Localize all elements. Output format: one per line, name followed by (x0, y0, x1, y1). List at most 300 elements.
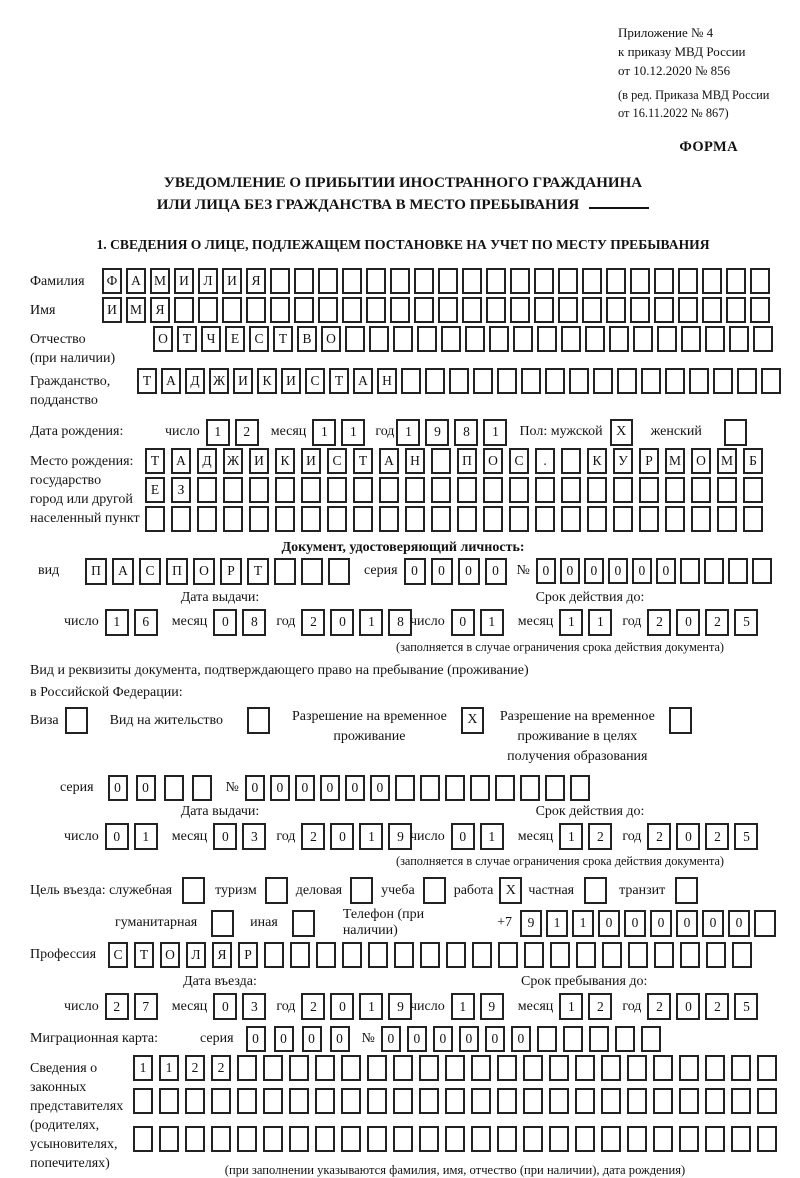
char-cell[interactable] (367, 1055, 387, 1081)
char-cell[interactable] (535, 506, 555, 532)
char-cell[interactable]: 0 (381, 1026, 401, 1052)
char-cell[interactable] (537, 326, 557, 352)
char-cell[interactable] (159, 1088, 179, 1114)
char-cell[interactable]: 2 (647, 993, 671, 1020)
char-cell[interactable]: 0 (295, 775, 315, 801)
char-cell[interactable] (393, 1055, 413, 1081)
char-cell[interactable] (318, 268, 338, 294)
char-cell[interactable] (498, 942, 518, 968)
char-cell[interactable] (145, 506, 165, 532)
char-cell[interactable]: 0 (451, 823, 475, 850)
char-cell[interactable]: 0 (676, 823, 700, 850)
char-cell[interactable]: 5 (734, 609, 758, 636)
char-cell[interactable] (462, 268, 482, 294)
char-cell[interactable]: И (281, 368, 301, 394)
char-cell[interactable] (691, 477, 711, 503)
char-cell[interactable]: Т (145, 448, 165, 474)
char-cell[interactable]: Р (639, 448, 659, 474)
char-cell[interactable] (327, 506, 347, 532)
char-cell[interactable]: 1 (559, 993, 583, 1020)
char-cell[interactable]: 0 (650, 910, 672, 937)
char-cell[interactable] (737, 368, 757, 394)
char-cell[interactable]: 2 (301, 609, 325, 636)
char-cell[interactable] (520, 775, 540, 801)
char-cell[interactable]: М (717, 448, 737, 474)
char-cell[interactable] (534, 268, 554, 294)
char-cell[interactable]: Р (220, 558, 242, 585)
char-cell[interactable]: Д (185, 368, 205, 394)
char-cell[interactable] (509, 477, 529, 503)
char-cell[interactable] (497, 1088, 517, 1114)
char-cell[interactable] (318, 297, 338, 323)
char-cell[interactable] (582, 268, 602, 294)
char-cell[interactable]: 9 (480, 993, 504, 1020)
char-cell[interactable] (545, 368, 565, 394)
char-cell[interactable] (483, 477, 503, 503)
char-cell[interactable] (185, 1088, 205, 1114)
char-cell[interactable] (465, 326, 485, 352)
char-cell[interactable] (197, 477, 217, 503)
char-cell[interactable]: Б (743, 448, 763, 474)
purpose-tourism-checkbox[interactable] (265, 877, 288, 904)
char-cell[interactable]: 0 (624, 910, 646, 937)
char-cell[interactable] (174, 297, 194, 323)
char-cell[interactable]: 0 (632, 558, 652, 584)
char-cell[interactable]: 0 (270, 775, 290, 801)
char-cell[interactable]: 1 (588, 609, 612, 636)
char-cell[interactable]: 0 (485, 1026, 505, 1052)
char-cell[interactable]: З (171, 477, 191, 503)
char-cell[interactable]: А (379, 448, 399, 474)
char-cell[interactable]: 1 (359, 993, 383, 1020)
char-cell[interactable] (457, 506, 477, 532)
char-cell[interactable] (513, 326, 533, 352)
char-cell[interactable]: 0 (458, 558, 480, 585)
char-cell[interactable]: Т (177, 326, 197, 352)
char-cell[interactable] (627, 1088, 647, 1114)
char-cell[interactable] (549, 1088, 569, 1114)
char-cell[interactable] (133, 1088, 153, 1114)
char-cell[interactable] (270, 268, 290, 294)
char-cell[interactable] (691, 506, 711, 532)
char-cell[interactable] (627, 1055, 647, 1081)
char-cell[interactable]: Е (145, 477, 165, 503)
char-cell[interactable] (263, 1055, 283, 1081)
char-cell[interactable]: 0 (584, 558, 604, 584)
char-cell[interactable] (575, 1055, 595, 1081)
char-cell[interactable]: 0 (108, 775, 128, 801)
char-cell[interactable]: И (301, 448, 321, 474)
char-cell[interactable] (237, 1088, 257, 1114)
char-cell[interactable]: Ж (209, 368, 229, 394)
char-cell[interactable]: 1 (572, 910, 594, 937)
char-cell[interactable] (561, 326, 581, 352)
char-cell[interactable]: 0 (213, 993, 237, 1020)
char-cell[interactable] (445, 1088, 465, 1114)
char-cell[interactable] (457, 477, 477, 503)
char-cell[interactable]: 1 (206, 419, 230, 446)
char-cell[interactable] (743, 506, 763, 532)
char-cell[interactable] (263, 1088, 283, 1114)
char-cell[interactable] (393, 1088, 413, 1114)
char-cell[interactable]: 0 (330, 823, 354, 850)
char-cell[interactable] (345, 326, 365, 352)
char-cell[interactable]: О (153, 326, 173, 352)
char-cell[interactable] (615, 1026, 635, 1052)
char-cell[interactable]: 0 (274, 1026, 294, 1052)
char-cell[interactable]: С (509, 448, 529, 474)
char-cell[interactable] (641, 1026, 661, 1052)
char-cell[interactable] (602, 942, 622, 968)
char-cell[interactable] (445, 1126, 465, 1152)
char-cell[interactable] (419, 1126, 439, 1152)
char-cell[interactable] (750, 268, 770, 294)
char-cell[interactable] (678, 268, 698, 294)
char-cell[interactable]: 0 (536, 558, 556, 584)
char-cell[interactable]: 0 (105, 823, 129, 850)
char-cell[interactable] (549, 1126, 569, 1152)
char-cell[interactable] (613, 477, 633, 503)
char-cell[interactable]: 0 (302, 1026, 322, 1052)
char-cell[interactable] (601, 1126, 621, 1152)
char-cell[interactable]: 0 (459, 1026, 479, 1052)
char-cell[interactable] (705, 326, 725, 352)
char-cell[interactable] (726, 268, 746, 294)
char-cell[interactable] (593, 368, 613, 394)
char-cell[interactable] (211, 1088, 231, 1114)
char-cell[interactable] (705, 1055, 725, 1081)
char-cell[interactable]: И (174, 268, 194, 294)
char-cell[interactable]: П (166, 558, 188, 585)
char-cell[interactable]: И (222, 268, 242, 294)
purpose-work-checkbox[interactable]: X (499, 877, 522, 904)
char-cell[interactable] (717, 506, 737, 532)
char-cell[interactable] (438, 268, 458, 294)
char-cell[interactable] (441, 326, 461, 352)
char-cell[interactable]: 1 (341, 419, 365, 446)
char-cell[interactable]: . (535, 448, 555, 474)
char-cell[interactable]: Т (353, 448, 373, 474)
char-cell[interactable]: 2 (301, 823, 325, 850)
char-cell[interactable] (680, 558, 700, 584)
char-cell[interactable]: 1 (105, 609, 129, 636)
char-cell[interactable] (473, 368, 493, 394)
char-cell[interactable]: 1 (159, 1055, 179, 1081)
char-cell[interactable]: Ж (223, 448, 243, 474)
char-cell[interactable] (731, 1055, 751, 1081)
char-cell[interactable] (582, 297, 602, 323)
char-cell[interactable]: 0 (728, 910, 750, 937)
char-cell[interactable]: 1 (483, 419, 507, 446)
char-cell[interactable]: 1 (559, 823, 583, 850)
char-cell[interactable]: 7 (134, 993, 158, 1020)
char-cell[interactable] (164, 775, 184, 801)
char-cell[interactable]: 0 (560, 558, 580, 584)
char-cell[interactable] (585, 326, 605, 352)
char-cell[interactable]: Л (198, 268, 218, 294)
char-cell[interactable]: 0 (330, 609, 354, 636)
char-cell[interactable] (275, 477, 295, 503)
char-cell[interactable]: 1 (559, 609, 583, 636)
char-cell[interactable] (561, 448, 581, 474)
char-cell[interactable] (401, 368, 421, 394)
char-cell[interactable]: 6 (134, 609, 158, 636)
char-cell[interactable] (704, 558, 724, 584)
char-cell[interactable]: И (249, 448, 269, 474)
purpose-humanitarian-checkbox[interactable] (211, 910, 234, 937)
char-cell[interactable] (353, 477, 373, 503)
char-cell[interactable]: Т (329, 368, 349, 394)
char-cell[interactable]: 0 (676, 910, 698, 937)
char-cell[interactable] (393, 1126, 413, 1152)
char-cell[interactable] (366, 268, 386, 294)
char-cell[interactable]: А (353, 368, 373, 394)
purpose-business-checkbox[interactable] (350, 877, 373, 904)
char-cell[interactable] (665, 477, 685, 503)
char-cell[interactable] (393, 326, 413, 352)
char-cell[interactable] (537, 1026, 557, 1052)
char-cell[interactable]: 2 (301, 993, 325, 1020)
temp-residence-edu-checkbox[interactable] (669, 707, 692, 734)
char-cell[interactable]: К (587, 448, 607, 474)
char-cell[interactable] (185, 1126, 205, 1152)
char-cell[interactable] (470, 775, 490, 801)
char-cell[interactable] (728, 558, 748, 584)
char-cell[interactable]: Ч (201, 326, 221, 352)
char-cell[interactable] (274, 558, 296, 585)
char-cell[interactable]: И (102, 297, 122, 323)
char-cell[interactable] (390, 297, 410, 323)
char-cell[interactable]: 2 (235, 419, 259, 446)
char-cell[interactable] (342, 268, 362, 294)
char-cell[interactable]: М (665, 448, 685, 474)
char-cell[interactable] (497, 1126, 517, 1152)
char-cell[interactable]: 0 (676, 609, 700, 636)
char-cell[interactable] (489, 326, 509, 352)
char-cell[interactable]: О (691, 448, 711, 474)
char-cell[interactable]: 0 (485, 558, 507, 585)
visa-checkbox[interactable] (65, 707, 88, 734)
char-cell[interactable]: 0 (598, 910, 620, 937)
char-cell[interactable] (679, 1088, 699, 1114)
char-cell[interactable] (510, 297, 530, 323)
char-cell[interactable]: 2 (211, 1055, 231, 1081)
char-cell[interactable]: Т (273, 326, 293, 352)
char-cell[interactable] (731, 1126, 751, 1152)
char-cell[interactable] (713, 368, 733, 394)
char-cell[interactable]: К (257, 368, 277, 394)
char-cell[interactable] (705, 1126, 725, 1152)
char-cell[interactable] (290, 942, 310, 968)
char-cell[interactable] (706, 942, 726, 968)
char-cell[interactable]: Т (134, 942, 154, 968)
char-cell[interactable]: 0 (676, 993, 700, 1020)
char-cell[interactable] (315, 1126, 335, 1152)
char-cell[interactable]: 0 (407, 1026, 427, 1052)
char-cell[interactable] (445, 775, 465, 801)
char-cell[interactable]: 0 (213, 823, 237, 850)
char-cell[interactable] (495, 775, 515, 801)
char-cell[interactable] (431, 506, 451, 532)
char-cell[interactable]: 1 (134, 823, 158, 850)
char-cell[interactable] (342, 297, 362, 323)
char-cell[interactable] (246, 297, 266, 323)
char-cell[interactable]: Т (137, 368, 157, 394)
char-cell[interactable]: Н (405, 448, 425, 474)
char-cell[interactable] (653, 1126, 673, 1152)
char-cell[interactable]: 1 (359, 609, 383, 636)
char-cell[interactable] (639, 506, 659, 532)
char-cell[interactable]: 8 (454, 419, 478, 446)
char-cell[interactable]: С (108, 942, 128, 968)
char-cell[interactable] (405, 477, 425, 503)
char-cell[interactable]: И (233, 368, 253, 394)
char-cell[interactable]: 2 (705, 823, 729, 850)
char-cell[interactable]: 2 (705, 609, 729, 636)
char-cell[interactable] (315, 1055, 335, 1081)
char-cell[interactable]: У (613, 448, 633, 474)
char-cell[interactable] (743, 477, 763, 503)
char-cell[interactable] (341, 1055, 361, 1081)
char-cell[interactable] (679, 1055, 699, 1081)
char-cell[interactable]: 0 (213, 609, 237, 636)
char-cell[interactable] (657, 326, 677, 352)
char-cell[interactable]: Н (377, 368, 397, 394)
char-cell[interactable] (369, 326, 389, 352)
char-cell[interactable]: М (126, 297, 146, 323)
char-cell[interactable] (558, 268, 578, 294)
char-cell[interactable] (315, 1088, 335, 1114)
char-cell[interactable]: С (327, 448, 347, 474)
char-cell[interactable]: Я (150, 297, 170, 323)
char-cell[interactable] (509, 506, 529, 532)
char-cell[interactable]: 0 (136, 775, 156, 801)
char-cell[interactable] (270, 297, 290, 323)
char-cell[interactable] (757, 1088, 777, 1114)
char-cell[interactable] (449, 368, 469, 394)
purpose-private-checkbox[interactable] (584, 877, 607, 904)
char-cell[interactable] (327, 477, 347, 503)
char-cell[interactable] (563, 1026, 583, 1052)
char-cell[interactable] (395, 775, 415, 801)
char-cell[interactable] (445, 1055, 465, 1081)
char-cell[interactable] (549, 1055, 569, 1081)
char-cell[interactable] (609, 326, 629, 352)
char-cell[interactable]: 9 (388, 823, 412, 850)
char-cell[interactable]: Л (186, 942, 206, 968)
char-cell[interactable] (171, 506, 191, 532)
char-cell[interactable] (275, 506, 295, 532)
char-cell[interactable] (342, 942, 362, 968)
char-cell[interactable] (405, 506, 425, 532)
char-cell[interactable] (301, 558, 323, 585)
char-cell[interactable] (471, 1088, 491, 1114)
char-cell[interactable] (431, 448, 451, 474)
char-cell[interactable] (328, 558, 350, 585)
char-cell[interactable]: Е (225, 326, 245, 352)
char-cell[interactable] (497, 1055, 517, 1081)
sex-female-checkbox[interactable] (724, 419, 747, 446)
char-cell[interactable] (289, 1055, 309, 1081)
char-cell[interactable]: 0 (433, 1026, 453, 1052)
char-cell[interactable] (575, 1088, 595, 1114)
char-cell[interactable] (379, 506, 399, 532)
char-cell[interactable] (641, 368, 661, 394)
char-cell[interactable]: Ф (102, 268, 122, 294)
char-cell[interactable]: 1 (396, 419, 420, 446)
char-cell[interactable]: 0 (431, 558, 453, 585)
char-cell[interactable] (729, 326, 749, 352)
char-cell[interactable] (653, 1088, 673, 1114)
char-cell[interactable]: 1 (451, 993, 475, 1020)
char-cell[interactable]: 9 (520, 910, 542, 937)
char-cell[interactable]: 0 (320, 775, 340, 801)
char-cell[interactable] (702, 268, 722, 294)
char-cell[interactable] (263, 1126, 283, 1152)
char-cell[interactable]: 0 (404, 558, 426, 585)
char-cell[interactable]: 0 (245, 775, 265, 801)
purpose-official-checkbox[interactable] (182, 877, 205, 904)
char-cell[interactable] (523, 1088, 543, 1114)
char-cell[interactable] (726, 297, 746, 323)
char-cell[interactable] (223, 506, 243, 532)
char-cell[interactable] (633, 326, 653, 352)
char-cell[interactable] (211, 1126, 231, 1152)
char-cell[interactable] (654, 268, 674, 294)
char-cell[interactable] (628, 942, 648, 968)
char-cell[interactable]: 2 (185, 1055, 205, 1081)
char-cell[interactable]: Д (197, 448, 217, 474)
char-cell[interactable]: П (457, 448, 477, 474)
char-cell[interactable] (419, 1055, 439, 1081)
char-cell[interactable] (561, 506, 581, 532)
char-cell[interactable] (223, 477, 243, 503)
char-cell[interactable] (192, 775, 212, 801)
char-cell[interactable] (630, 268, 650, 294)
char-cell[interactable] (545, 775, 565, 801)
char-cell[interactable] (446, 942, 466, 968)
char-cell[interactable] (732, 942, 752, 968)
char-cell[interactable] (630, 297, 650, 323)
char-cell[interactable] (731, 1088, 751, 1114)
char-cell[interactable]: Т (247, 558, 269, 585)
char-cell[interactable] (639, 477, 659, 503)
char-cell[interactable]: 0 (246, 1026, 266, 1052)
char-cell[interactable] (523, 1055, 543, 1081)
char-cell[interactable] (316, 942, 336, 968)
char-cell[interactable] (133, 1126, 153, 1152)
char-cell[interactable] (368, 942, 388, 968)
char-cell[interactable] (301, 506, 321, 532)
char-cell[interactable]: А (126, 268, 146, 294)
char-cell[interactable] (680, 942, 700, 968)
char-cell[interactable] (294, 297, 314, 323)
purpose-study-checkbox[interactable] (423, 877, 446, 904)
char-cell[interactable]: 1 (359, 823, 383, 850)
char-cell[interactable] (438, 297, 458, 323)
char-cell[interactable]: 2 (647, 609, 671, 636)
char-cell[interactable] (462, 297, 482, 323)
char-cell[interactable]: 2 (647, 823, 671, 850)
char-cell[interactable] (754, 910, 776, 937)
char-cell[interactable] (534, 297, 554, 323)
char-cell[interactable]: 5 (734, 823, 758, 850)
char-cell[interactable]: 0 (330, 993, 354, 1020)
char-cell[interactable] (341, 1088, 361, 1114)
char-cell[interactable] (289, 1088, 309, 1114)
char-cell[interactable] (341, 1126, 361, 1152)
char-cell[interactable]: С (305, 368, 325, 394)
